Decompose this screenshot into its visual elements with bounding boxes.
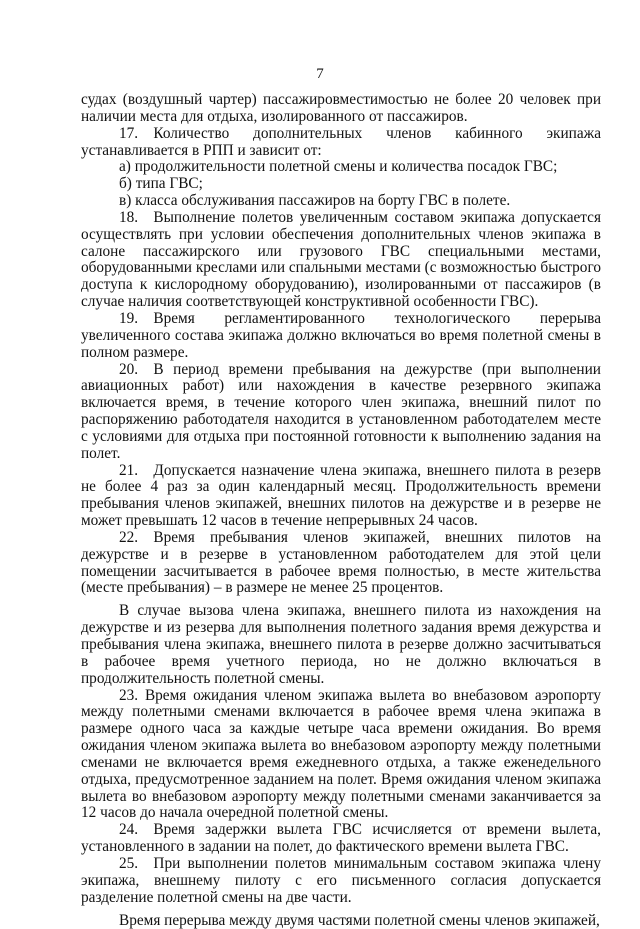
paragraph-23: 23. Время ожидания членом экипажа вылета во внебазовом аэропорту между полетными сменами включается в рабочее время члена экипажа в размере одного часа за каждые четыре часа времени ожидания. Во время ожидания членом экипажа вылета во внебазовом аэропорту между полетными сменами не включается время ежедневного отдыха, а также еженедельного отдыха, предусмотренное заданием на полет. Время ожидания членом экипажа вылета во внебазовом аэропорту между полетными сменами заканчивается за 12 часов до начала очередной полетной смены. [81, 688, 601, 823]
paragraph-continuation: судах (воздушный чартер) пассажировместимостью не более 20 человек при наличии места для отдыха, изолированного от пассажиров. [81, 92, 601, 126]
list-item-b: б) типа ГВС; [81, 176, 601, 193]
page-number: 7 [0, 65, 640, 83]
document-body [81, 92, 601, 929]
paragraph-19: 19. Время регламентированного технологического перерыва увеличенного состава экипажа должно включаться во время полетной смены в полном размере. [81, 311, 601, 362]
list-item-c: в) класса обслуживания пассажиров на борту ГВС в полете. [81, 193, 601, 210]
paragraph-17: 17. Количество дополнительных членов кабинного экипажа устанавливается в РПП и зависит от: [81, 126, 601, 160]
paragraph-20: 20. В период времени пребывания на дежурстве (при выполнении авиационных работ) или нахождения в качестве резервного экипажа включается время, в течение которого член экипажа, внешний пилот по распоряжению работодателя находится в установленном работодателем месте с условиями для отдыха при постоянной готовности к выполнению задания на полет. [81, 362, 601, 463]
paragraph-25-continuation: Время перерыва между двумя частями полетной смены членов экипажей, [81, 913, 601, 929]
paragraph-18: 18. Выполнение полетов увеличенным составом экипажа допускается осуществлять при условии обеспечения дополнительных членов экипажа в салоне пассажирского или грузового ГВС специальными местами, оборудованными креслами или спальными местами (с возможностью быстрого доступа к кислородному оборудованию), изолированными от пассажиров (в случае наличия соответствующей конструктивной особенности ГВС). [81, 210, 601, 311]
paragraph-24: 24. Время задержки вылета ГВС исчисляется от времени вылета, установленного в задании на полет, до фактического времени вылета ГВС. [81, 822, 601, 856]
paragraph-22-continuation: В случае вызова члена экипажа, внешнего пилота из нахождения на дежурстве и из резерва для выполнения полетного задания время дежурства и пребывания члена экипажа, внешнего пилота в резерве должно засчитываться в рабочее время учетного периода, но не должно включаться в продолжительность полетной смены. [81, 603, 601, 687]
paragraph-21: 21. Допускается назначение члена экипажа, внешнего пилота в резерв не более 4 раз за один календарный месяц. Продолжительность времени пребывания членов экипажей, внешних пилотов на дежурстве и в резерве не может превышать 12 часов в течение непрерывных 24 часов. [81, 463, 601, 530]
paragraph-22: 22. Время пребывания членов экипажей, внешних пилотов на дежурстве и в резерве в установленном работодателем для этой цели помещении засчитывается в рабочее время полностью, в месте жительства (месте пребывания) – в размере не менее 25 процентов. [81, 530, 601, 597]
list-item-a: а) продолжительности полетной смены и количества посадок ГВС; [81, 159, 601, 176]
paragraph-25: 25. При выполнении полетов минимальным составом экипажа члену экипажа, внешнему пилоту с его письменного согласия допускается разделение полетной смены на две части. [81, 856, 601, 907]
